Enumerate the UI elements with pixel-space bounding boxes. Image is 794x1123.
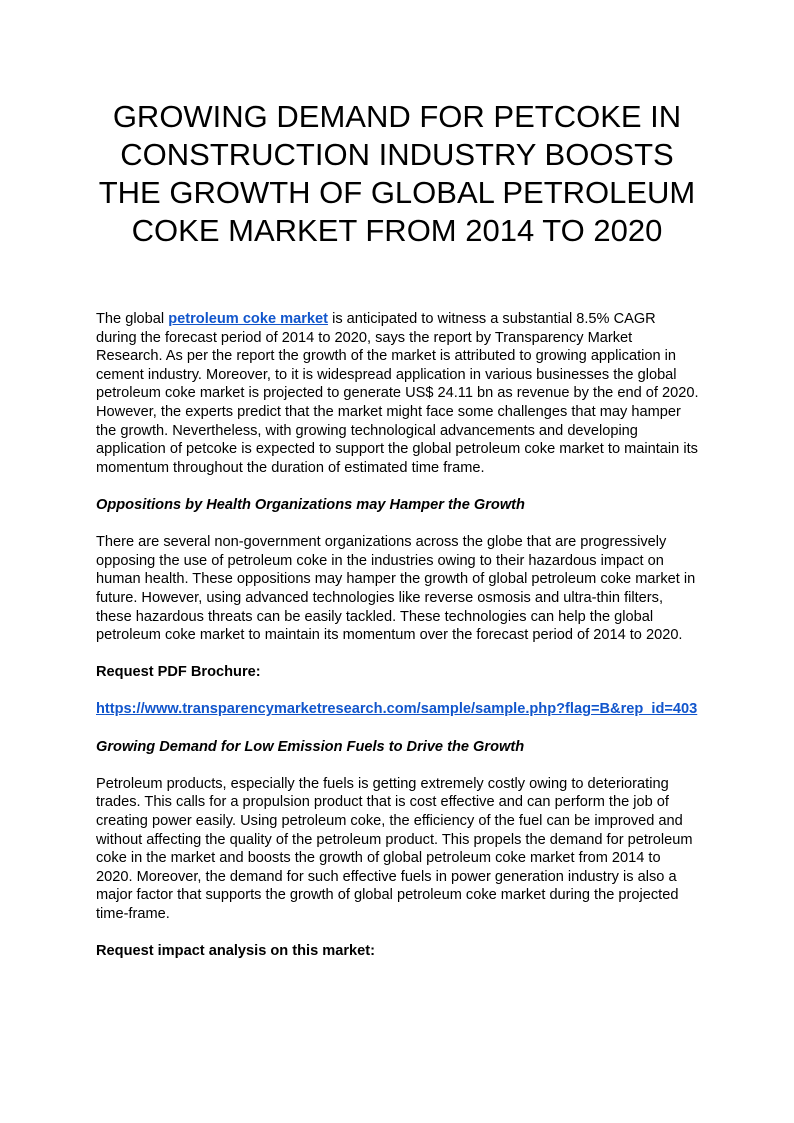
brochure-url-link[interactable]: https://www.transparencymarketresearch.com/sample/sample.php?flag=B&rep_id=403	[96, 701, 698, 718]
petroleum-coke-market-link[interactable]: petroleum coke market	[168, 311, 329, 327]
impact-analysis-label: Request impact analysis on this market:	[96, 943, 375, 960]
section2-paragraph: Petroleum products, especially the fuels is getting extremely costly owing to deteriorating trades. This calls for a propulsion product that is cost effective and can perform the job of creating power easily. Using petroleum coke, the efficiency of the fuel can be improved and without affecting the quality of the petroleum product. This propels the demand for petroleum coke in the market and boosts the growth of global petroleum coke market from 2014 to 2020. Moreover, the demand for such effective fuels in power generation industry is also a major factor that supports the growth of global petroleum coke market during the projected time-frame.	[96, 775, 693, 922]
document-body	[96, 310, 700, 979]
intro-text-after-link: is anticipated to witness a substantial 8.5% CAGR during the forecast period of 2014 to 2020, says the report by Transparency Market Research. As per the report the growth of the market is attributed to growing application in cement industry. Moreover, to it is widespread application in various businesses the global petroleum coke market is projected to generate US$ 24.11 bn as revenue by the end of 2020. However, the experts predict that the market might face some challenges that may hamper the growth. Nevertheless, with growing technological advancements and developing application of petcoke is expected to support the global petroleum coke market to maintain its momentum throughout the duration of estimated time frame.	[96, 311, 699, 476]
section1-paragraph: There are several non-government organizations across the globe that are progressively opposing the use of petroleum coke in the industries owing to their hazardous impact on human health. These oppositions may hamper the growth of global petroleum coke market in future. However, using advanced technologies like reverse osmosis and ultra-thin filters, these hazardous threats can be easily tackled. These technologies can help the global petroleum coke market to maintain its momentum over the forecast period of 2014 to 2020.	[96, 534, 696, 644]
section1-heading: Oppositions by Health Organizations may Hamper the Growth	[96, 496, 525, 513]
intro-text-before-link: The global	[96, 311, 169, 327]
document-title: GROWING DEMAND FOR PETCOKE IN CONSTRUCTION INDUSTRY BOOSTS THE GROWTH OF GLOBAL PETROLEUM COKE MARKET FROM 2014 TO 2020	[98, 99, 696, 248]
brochure-link-paragraph	[96, 700, 700, 719]
intro-paragraph	[96, 310, 700, 477]
brochure-label: Request PDF Brochure:	[96, 664, 261, 681]
section2-heading: Growing Demand for Low Emission Fuels to Drive the Growth	[96, 738, 525, 755]
